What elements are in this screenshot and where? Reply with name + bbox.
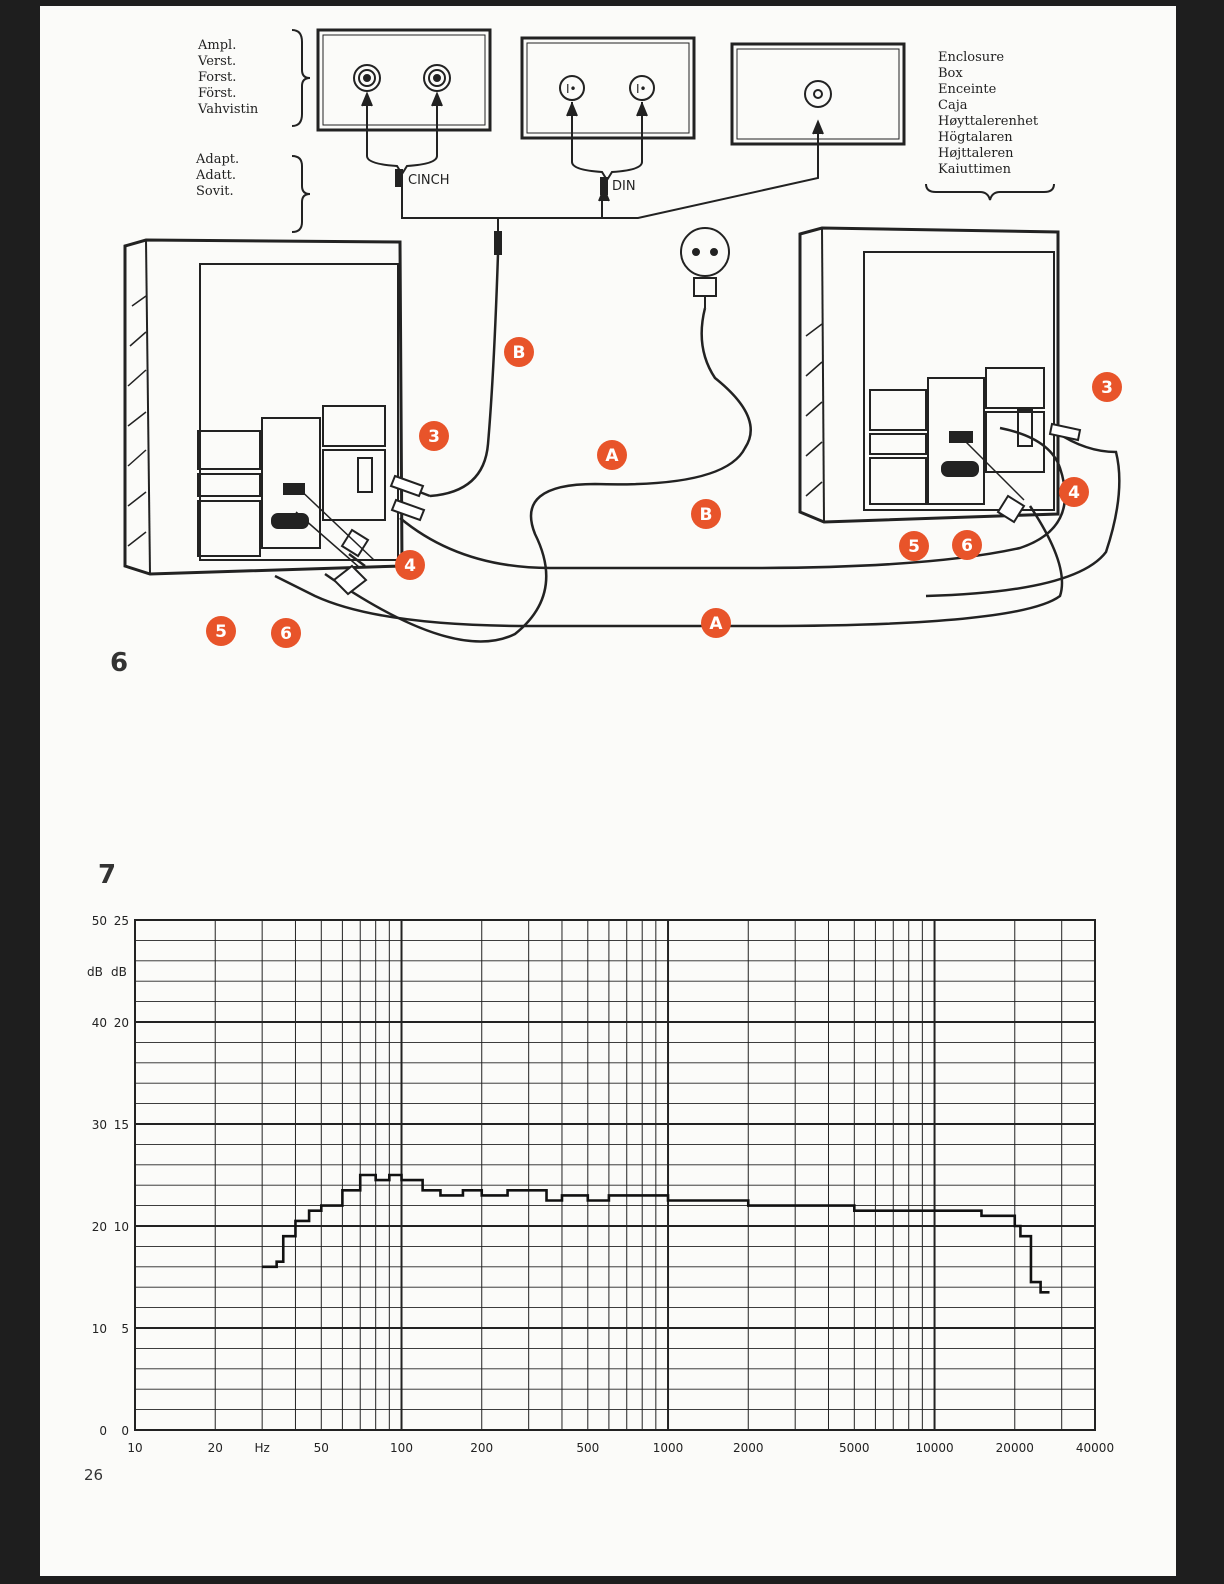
- amplifier-label: Ampl. Verst. Forst. Först. Vahvistin: [198, 38, 259, 117]
- cinch-socket-panel: [318, 30, 490, 130]
- callout-6-left: [271, 618, 301, 648]
- callout-a-bottom: [701, 608, 731, 638]
- enclosure-label: Enclosure Box Enceinte Caja Høyttalerenhet Högtalaren Højttaleren Kaiuttimen: [938, 50, 1039, 177]
- svg-text:4: 4: [404, 556, 416, 576]
- callout-4-left: [395, 550, 425, 580]
- frequency-response-chart: [40, 900, 1176, 1490]
- y-unit-label: dB: [87, 965, 103, 979]
- x-tick-label: 500: [576, 1441, 600, 1455]
- y-tick-label-outer: 20: [91, 1220, 107, 1234]
- x-tick-label: 10: [127, 1441, 143, 1455]
- callout-5-left: [206, 616, 236, 646]
- callout-b-mid: [691, 499, 721, 529]
- svg-text:3: 3: [1101, 378, 1113, 398]
- page-number: 26: [84, 1466, 104, 1484]
- cinch-label: CINCH: [408, 173, 450, 188]
- svg-text:B: B: [699, 505, 713, 525]
- y-tick-label-outer: 50: [91, 914, 107, 928]
- y-tick-label-inner: 20: [113, 1016, 129, 1030]
- y-tick-label-outer: 0: [99, 1424, 107, 1438]
- x-tick-label: 20: [207, 1441, 223, 1455]
- callout-3-right: [1092, 372, 1122, 402]
- svg-text:B: B: [512, 343, 526, 363]
- y-tick-label-inner: 10: [113, 1220, 129, 1234]
- y-tick-label-inner: 5: [121, 1322, 129, 1336]
- svg-text:4: 4: [1068, 483, 1080, 503]
- y-tick-label-inner: 25: [113, 914, 129, 928]
- x-tick-label: 10000: [915, 1441, 954, 1455]
- callout-4-right: [1059, 477, 1089, 507]
- x-tick-label: 1000: [652, 1441, 684, 1455]
- right-speaker: [800, 228, 1058, 522]
- y-tick-label-inner: 0: [121, 1424, 129, 1438]
- x-tick-label: 40000: [1075, 1441, 1115, 1455]
- callout-3-left: [419, 421, 449, 451]
- plot-frame: [135, 920, 1095, 1430]
- svg-text:A: A: [605, 446, 619, 466]
- x-tick-label: 100: [390, 1441, 413, 1455]
- manual-page: [40, 6, 1176, 1576]
- left-speaker: [125, 240, 402, 574]
- svg-text:I•: I•: [566, 82, 577, 96]
- y-tick-label-outer: 10: [91, 1322, 107, 1336]
- svg-text:I•: I•: [636, 82, 647, 96]
- callout-b-top: [504, 337, 534, 367]
- x-tick-label: 2000: [732, 1441, 764, 1455]
- callout-5-right: [899, 531, 929, 561]
- callout-a-mid: [597, 440, 627, 470]
- y-unit-label: dB: [111, 965, 127, 979]
- din-label: DIN: [612, 179, 636, 194]
- x-tick-label: 20000: [995, 1441, 1034, 1455]
- x-tick-label: 200: [470, 1441, 494, 1455]
- wall-socket: [681, 228, 729, 276]
- svg-text:6: 6: [961, 536, 973, 556]
- y-tick-label-outer: 30: [91, 1118, 107, 1132]
- svg-text:6: 6: [280, 624, 292, 644]
- x-tick-label: Hz: [254, 1441, 270, 1455]
- svg-text:A: A: [709, 614, 723, 634]
- callout-6-right: [952, 530, 982, 560]
- svg-text:5: 5: [908, 537, 920, 557]
- x-tick-label: 5000: [839, 1441, 870, 1455]
- svg-text:3: 3: [428, 427, 440, 447]
- x-tick-label: 50: [313, 1441, 329, 1455]
- figure-6-number: 6: [110, 648, 129, 678]
- adapter-label: Adapt. Adatt. Sovit.: [196, 152, 240, 199]
- figure-7-number: 7: [98, 860, 117, 890]
- svg-text:5: 5: [215, 622, 227, 642]
- y-tick-label-inner: 15: [113, 1118, 129, 1132]
- din-socket-panel: [522, 38, 694, 138]
- y-tick-label-outer: 40: [91, 1016, 107, 1030]
